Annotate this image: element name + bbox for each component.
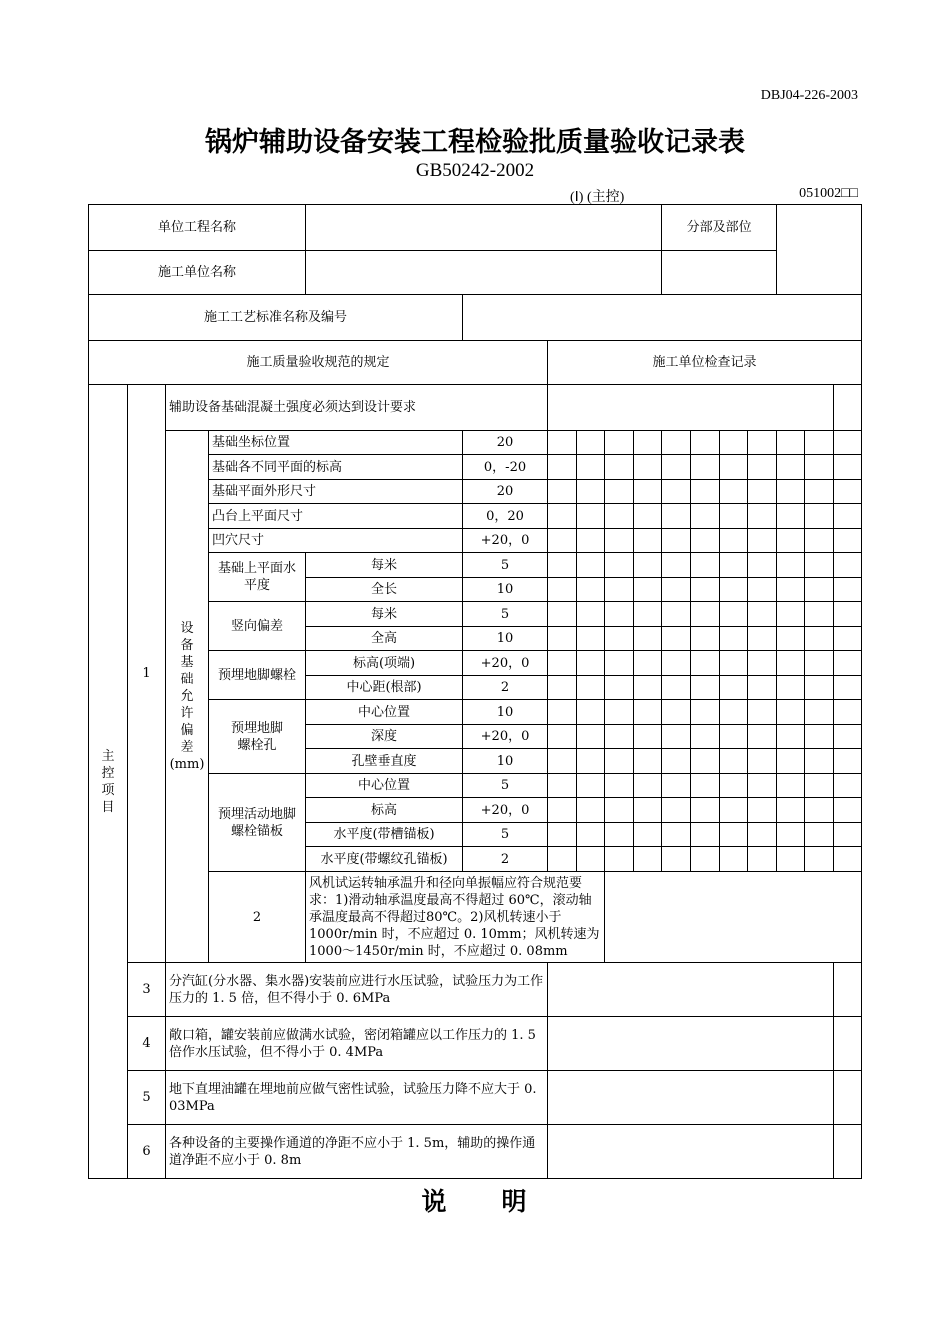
check-cell[interactable] bbox=[805, 627, 834, 651]
check-cell[interactable] bbox=[805, 676, 834, 700]
group-anchor-plate-label: 预埋活动地脚螺栓锚板 bbox=[209, 774, 306, 872]
check-cell[interactable] bbox=[577, 578, 605, 602]
spec-column-header: 施工质量验收规范的规定 bbox=[89, 341, 548, 385]
item-4-result[interactable] bbox=[834, 1017, 862, 1071]
check-cell[interactable] bbox=[834, 774, 862, 798]
group-bolt-hole-label: 预埋地脚螺栓孔 bbox=[209, 700, 306, 774]
check-cell[interactable] bbox=[805, 823, 834, 847]
check-cell[interactable] bbox=[805, 749, 834, 774]
check-cell[interactable] bbox=[662, 725, 691, 749]
standard-code: DBJ04-226-2003 bbox=[760, 88, 858, 103]
check-cell[interactable] bbox=[634, 651, 662, 676]
group-sub-value: 10 bbox=[463, 578, 548, 602]
check-cell[interactable] bbox=[691, 602, 720, 627]
dev-row-value: 20 bbox=[463, 431, 548, 455]
check-cell[interactable] bbox=[834, 749, 862, 774]
check-cell[interactable] bbox=[777, 504, 805, 529]
check-cell[interactable] bbox=[548, 774, 577, 798]
group-sub-name: 中心位置 bbox=[306, 774, 463, 798]
check-cell[interactable] bbox=[634, 700, 662, 725]
check-cell[interactable] bbox=[577, 529, 605, 553]
check-cell[interactable] bbox=[720, 651, 748, 676]
check-cell[interactable] bbox=[605, 578, 634, 602]
check-cell[interactable] bbox=[805, 602, 834, 627]
check-cell[interactable] bbox=[577, 774, 605, 798]
check-cell[interactable] bbox=[577, 798, 605, 823]
group-sub-value: 2 bbox=[463, 676, 548, 700]
check-cell[interactable] bbox=[777, 847, 805, 872]
group-sub-value: 5 bbox=[463, 602, 548, 627]
check-cell[interactable] bbox=[805, 431, 834, 455]
check-cell[interactable] bbox=[691, 749, 720, 774]
check-cell[interactable] bbox=[634, 823, 662, 847]
check-cell[interactable] bbox=[691, 700, 720, 725]
check-cell[interactable] bbox=[605, 798, 634, 823]
check-cell[interactable] bbox=[720, 578, 748, 602]
check-cell[interactable] bbox=[548, 700, 577, 725]
check-cell[interactable] bbox=[548, 480, 577, 504]
check-cell[interactable] bbox=[634, 553, 662, 578]
check-cell[interactable] bbox=[548, 578, 577, 602]
check-cell[interactable] bbox=[777, 798, 805, 823]
check-cell[interactable] bbox=[720, 627, 748, 651]
check-cell[interactable] bbox=[605, 480, 634, 504]
group-sub-name: 中心位置 bbox=[306, 700, 463, 725]
item-1-text: 辅助设备基础混凝土强度必须达到设计要求 bbox=[166, 385, 548, 431]
check-cell[interactable] bbox=[605, 431, 634, 455]
check-cell[interactable] bbox=[777, 676, 805, 700]
division-label: 分部及部位 bbox=[662, 205, 777, 251]
check-cell[interactable] bbox=[720, 480, 748, 504]
item-4-record[interactable] bbox=[548, 1017, 834, 1071]
group-vertical-label: 竖向偏差 bbox=[209, 602, 306, 651]
item-5-number: 5 bbox=[128, 1071, 166, 1125]
check-cell[interactable] bbox=[748, 529, 777, 553]
process-value[interactable] bbox=[463, 295, 862, 341]
check-cell[interactable] bbox=[691, 529, 720, 553]
check-cell[interactable] bbox=[748, 749, 777, 774]
check-cell[interactable] bbox=[834, 847, 862, 872]
check-cell[interactable] bbox=[691, 725, 720, 749]
dev-row-value: 0，-20 bbox=[463, 455, 548, 480]
check-cell[interactable] bbox=[748, 651, 777, 676]
check-cell[interactable] bbox=[805, 725, 834, 749]
check-cell[interactable] bbox=[805, 774, 834, 798]
check-cell[interactable] bbox=[634, 504, 662, 529]
division-value[interactable] bbox=[777, 205, 862, 295]
check-cell[interactable] bbox=[662, 676, 691, 700]
check-cell[interactable] bbox=[662, 651, 691, 676]
group-sub-value: +20，0 bbox=[463, 651, 548, 676]
check-cell[interactable] bbox=[662, 823, 691, 847]
check-cell[interactable] bbox=[634, 431, 662, 455]
item-3-number: 3 bbox=[128, 963, 166, 1017]
check-cell[interactable] bbox=[577, 602, 605, 627]
group-sub-name: 标高(项端) bbox=[306, 651, 463, 676]
check-cell[interactable] bbox=[577, 431, 605, 455]
check-cell[interactable] bbox=[577, 627, 605, 651]
check-cell[interactable] bbox=[691, 578, 720, 602]
notes-heading-left: 说 bbox=[421, 1187, 449, 1216]
check-cell[interactable] bbox=[662, 798, 691, 823]
check-cell[interactable] bbox=[805, 480, 834, 504]
item-5-record[interactable] bbox=[548, 1071, 834, 1125]
check-cell[interactable] bbox=[548, 847, 577, 872]
check-cell[interactable] bbox=[634, 725, 662, 749]
check-cell[interactable] bbox=[777, 725, 805, 749]
inspection-table bbox=[88, 204, 862, 1179]
check-cell[interactable] bbox=[748, 676, 777, 700]
dev-row-name: 基础坐标位置 bbox=[209, 431, 463, 455]
unit-project-label: 单位工程名称 bbox=[89, 205, 306, 251]
check-cell[interactable] bbox=[748, 578, 777, 602]
contractor-label: 施工单位名称 bbox=[89, 251, 306, 295]
check-cell[interactable] bbox=[834, 700, 862, 725]
check-cell[interactable] bbox=[748, 455, 777, 480]
check-cell[interactable] bbox=[634, 847, 662, 872]
group-sub-name: 中心距(根部) bbox=[306, 676, 463, 700]
notes-heading-right: 明 bbox=[501, 1187, 529, 1216]
check-cell[interactable] bbox=[605, 504, 634, 529]
check-cell[interactable] bbox=[777, 774, 805, 798]
item-1-record[interactable] bbox=[548, 385, 834, 431]
dev-row-name: 基础各不同平面的标高 bbox=[209, 455, 463, 480]
form-code: 051002□□ bbox=[799, 186, 858, 201]
check-cell[interactable] bbox=[605, 749, 634, 774]
group-sub-name: 水平度(带槽锚板) bbox=[306, 823, 463, 847]
check-cell[interactable] bbox=[748, 431, 777, 455]
check-cell[interactable] bbox=[605, 774, 634, 798]
check-cell[interactable] bbox=[548, 798, 577, 823]
check-cell[interactable] bbox=[548, 627, 577, 651]
check-cell[interactable] bbox=[777, 602, 805, 627]
group-bolt-label: 预埋地脚螺栓 bbox=[209, 651, 306, 700]
check-cell[interactable] bbox=[691, 798, 720, 823]
check-cell[interactable] bbox=[691, 627, 720, 651]
check-cell[interactable] bbox=[634, 676, 662, 700]
division-extra[interactable] bbox=[662, 251, 777, 295]
check-cell[interactable] bbox=[634, 455, 662, 480]
check-cell[interactable] bbox=[605, 725, 634, 749]
group-sub-value: 2 bbox=[463, 847, 548, 872]
check-cell[interactable] bbox=[777, 578, 805, 602]
check-cell[interactable] bbox=[834, 553, 862, 578]
check-cell[interactable] bbox=[777, 651, 805, 676]
check-cell[interactable] bbox=[605, 847, 634, 872]
check-cell[interactable] bbox=[548, 749, 577, 774]
check-cell[interactable] bbox=[605, 529, 634, 553]
check-cell[interactable] bbox=[834, 676, 862, 700]
check-cell[interactable] bbox=[634, 627, 662, 651]
check-cell[interactable] bbox=[605, 651, 634, 676]
check-cell[interactable] bbox=[805, 455, 834, 480]
group-sub-value: 5 bbox=[463, 774, 548, 798]
check-cell[interactable] bbox=[748, 504, 777, 529]
main-control-label: 主控项目 bbox=[89, 385, 128, 1179]
check-cell[interactable] bbox=[748, 627, 777, 651]
group-sub-name: 每米 bbox=[306, 602, 463, 627]
check-cell[interactable] bbox=[577, 823, 605, 847]
group-sub-value: +20，0 bbox=[463, 798, 548, 823]
check-cell[interactable] bbox=[577, 455, 605, 480]
check-cell[interactable] bbox=[634, 529, 662, 553]
check-cell[interactable] bbox=[691, 676, 720, 700]
item-2-record[interactable] bbox=[605, 872, 862, 963]
check-cell[interactable] bbox=[548, 676, 577, 700]
check-cell[interactable] bbox=[720, 553, 748, 578]
check-cell[interactable] bbox=[805, 529, 834, 553]
check-cell[interactable] bbox=[777, 749, 805, 774]
item-3-record[interactable] bbox=[548, 963, 834, 1017]
notes-heading bbox=[0, 1182, 950, 1218]
item-5-text: 地下直埋油罐在埋地前应做气密性试验，试验压力降不应大于 0. 03MPa bbox=[166, 1071, 548, 1125]
check-cell[interactable] bbox=[662, 553, 691, 578]
dev-row-name: 凹穴尺寸 bbox=[209, 529, 463, 553]
check-cell[interactable] bbox=[662, 455, 691, 480]
check-cell[interactable] bbox=[834, 725, 862, 749]
check-cell[interactable] bbox=[662, 480, 691, 504]
check-cell[interactable] bbox=[720, 529, 748, 553]
check-cell[interactable] bbox=[777, 700, 805, 725]
group-sub-value: 5 bbox=[463, 553, 548, 578]
item-6-number: 6 bbox=[128, 1125, 166, 1179]
check-cell[interactable] bbox=[805, 700, 834, 725]
item-6-text: 各种设备的主要操作通道的净距不应小于 1. 5m，辅助的操作通道净距不应小于 0. 8m bbox=[166, 1125, 548, 1179]
group-sub-value: 5 bbox=[463, 823, 548, 847]
check-cell[interactable] bbox=[662, 749, 691, 774]
check-cell[interactable] bbox=[777, 529, 805, 553]
check-cell[interactable] bbox=[720, 774, 748, 798]
check-cell[interactable] bbox=[805, 504, 834, 529]
check-cell[interactable] bbox=[834, 578, 862, 602]
group-sub-name: 全长 bbox=[306, 578, 463, 602]
check-cell[interactable] bbox=[577, 749, 605, 774]
check-cell[interactable] bbox=[634, 749, 662, 774]
check-cell[interactable] bbox=[720, 798, 748, 823]
item-3-text: 分汽缸(分水器、集水器)安装前应进行水压试验，试验压力为工作压力的 1. 5 倍，但不得小于 0. 6MPa bbox=[166, 963, 548, 1017]
check-cell[interactable] bbox=[548, 602, 577, 627]
item-5-result[interactable] bbox=[834, 1071, 862, 1125]
check-cell[interactable] bbox=[748, 823, 777, 847]
item-4-text: 敞口箱，罐安装前应做满水试验，密闭箱罐应以工作压力的 1. 5 倍作水压试验，但不得小于 0. 4MPa bbox=[166, 1017, 548, 1071]
check-cell[interactable] bbox=[720, 431, 748, 455]
item-1-number: 1 bbox=[128, 385, 166, 963]
group-sub-name: 全高 bbox=[306, 627, 463, 651]
check-cell[interactable] bbox=[605, 823, 634, 847]
check-cell[interactable] bbox=[720, 847, 748, 872]
check-cell[interactable] bbox=[748, 847, 777, 872]
check-cell[interactable] bbox=[805, 847, 834, 872]
check-cell[interactable] bbox=[662, 529, 691, 553]
check-cell[interactable] bbox=[634, 798, 662, 823]
check-cell[interactable] bbox=[605, 700, 634, 725]
check-cell[interactable] bbox=[805, 553, 834, 578]
group-sub-name: 水平度(带螺纹孔锚板) bbox=[306, 847, 463, 872]
contractor-value[interactable] bbox=[306, 251, 662, 295]
check-cell[interactable] bbox=[834, 480, 862, 504]
dev-row-name: 基础平面外形尺寸 bbox=[209, 480, 463, 504]
check-cell[interactable] bbox=[720, 455, 748, 480]
check-cell[interactable] bbox=[720, 749, 748, 774]
check-cell[interactable] bbox=[777, 627, 805, 651]
group-sub-name: 孔壁垂直度 bbox=[306, 749, 463, 774]
group-sub-value: 10 bbox=[463, 700, 548, 725]
check-cell[interactable] bbox=[577, 676, 605, 700]
check-cell[interactable] bbox=[720, 602, 748, 627]
item-2-text: 风机试运转轴承温升和径向单振幅应符合规范要求：1)滑动轴承温度最高不得超过 60℃，滚动轴承温度最高不得超过80℃。2)风机转速小于 1000r/min 时，不应超过 0. 10mm；风机转速为 1000～1450r/min 时，不应超过 0. 08mm bbox=[306, 872, 605, 963]
check-cell[interactable] bbox=[605, 676, 634, 700]
check-cell[interactable] bbox=[834, 823, 862, 847]
group-sub-value: +20，0 bbox=[463, 725, 548, 749]
item-3-result[interactable] bbox=[834, 963, 862, 1017]
check-cell[interactable] bbox=[634, 602, 662, 627]
check-cell[interactable] bbox=[662, 774, 691, 798]
check-cell[interactable] bbox=[662, 504, 691, 529]
check-cell[interactable] bbox=[834, 627, 862, 651]
check-cell[interactable] bbox=[605, 455, 634, 480]
check-cell[interactable] bbox=[691, 774, 720, 798]
check-cell[interactable] bbox=[577, 480, 605, 504]
check-cell[interactable] bbox=[720, 823, 748, 847]
check-cell[interactable] bbox=[691, 651, 720, 676]
check-cell[interactable] bbox=[691, 847, 720, 872]
record-column-header: 施工单位检查记录 bbox=[548, 341, 862, 385]
deviation-label: 设备基础允许偏差 (mm) bbox=[166, 431, 209, 963]
check-cell[interactable] bbox=[834, 431, 862, 455]
process-label: 施工工艺标准名称及编号 bbox=[89, 295, 463, 341]
check-cell[interactable] bbox=[748, 700, 777, 725]
check-cell[interactable] bbox=[548, 431, 577, 455]
item-1-result[interactable] bbox=[834, 385, 862, 431]
check-cell[interactable] bbox=[548, 529, 577, 553]
check-cell[interactable] bbox=[777, 431, 805, 455]
check-cell[interactable] bbox=[577, 504, 605, 529]
check-cell[interactable] bbox=[777, 455, 805, 480]
page-title: 锅炉辅助设备安装工程检验批质量验收记录表 bbox=[205, 127, 745, 158]
dev-row-value: 0，20 bbox=[463, 504, 548, 529]
check-cell[interactable] bbox=[548, 651, 577, 676]
check-cell[interactable] bbox=[634, 774, 662, 798]
check-cell[interactable] bbox=[748, 774, 777, 798]
check-cell[interactable] bbox=[834, 651, 862, 676]
check-cell[interactable] bbox=[834, 602, 862, 627]
check-cell[interactable] bbox=[691, 431, 720, 455]
check-cell[interactable] bbox=[577, 651, 605, 676]
check-cell[interactable] bbox=[691, 553, 720, 578]
check-cell[interactable] bbox=[691, 455, 720, 480]
check-cell[interactable] bbox=[805, 798, 834, 823]
category-label: (Ⅰ) (主控) bbox=[570, 190, 625, 205]
check-cell[interactable] bbox=[777, 823, 805, 847]
check-cell[interactable] bbox=[548, 823, 577, 847]
check-cell[interactable] bbox=[720, 676, 748, 700]
unit-project-value[interactable] bbox=[306, 205, 662, 251]
check-cell[interactable] bbox=[548, 725, 577, 749]
check-cell[interactable] bbox=[748, 725, 777, 749]
group-sub-name: 标高 bbox=[306, 798, 463, 823]
check-cell[interactable] bbox=[634, 578, 662, 602]
check-cell[interactable] bbox=[662, 847, 691, 872]
check-cell[interactable] bbox=[662, 700, 691, 725]
group-sub-name: 每米 bbox=[306, 553, 463, 578]
check-cell[interactable] bbox=[577, 700, 605, 725]
check-cell[interactable] bbox=[834, 455, 862, 480]
check-cell[interactable] bbox=[548, 455, 577, 480]
check-cell[interactable] bbox=[805, 578, 834, 602]
check-cell[interactable] bbox=[834, 504, 862, 529]
check-cell[interactable] bbox=[777, 480, 805, 504]
item-4-number: 4 bbox=[128, 1017, 166, 1071]
check-cell[interactable] bbox=[748, 553, 777, 578]
check-cell[interactable] bbox=[634, 480, 662, 504]
group-level-label: 基础上平面水平度 bbox=[209, 553, 306, 602]
group-sub-value: 10 bbox=[463, 627, 548, 651]
check-cell[interactable] bbox=[691, 480, 720, 504]
dev-row-name: 凸台上平面尺寸 bbox=[209, 504, 463, 529]
check-cell[interactable] bbox=[748, 480, 777, 504]
group-sub-value: 10 bbox=[463, 749, 548, 774]
check-cell[interactable] bbox=[662, 578, 691, 602]
check-cell[interactable] bbox=[577, 725, 605, 749]
check-cell[interactable] bbox=[548, 553, 577, 578]
check-cell[interactable] bbox=[605, 627, 634, 651]
check-cell[interactable] bbox=[777, 553, 805, 578]
check-cell[interactable] bbox=[577, 553, 605, 578]
check-cell[interactable] bbox=[805, 651, 834, 676]
check-cell[interactable] bbox=[577, 847, 605, 872]
check-cell[interactable] bbox=[605, 602, 634, 627]
page-subtitle: GB50242-2002 bbox=[415, 160, 535, 181]
check-cell[interactable] bbox=[748, 602, 777, 627]
dev-row-value: +20，0 bbox=[463, 529, 548, 553]
check-cell[interactable] bbox=[605, 553, 634, 578]
check-cell[interactable] bbox=[662, 602, 691, 627]
check-cell[interactable] bbox=[720, 504, 748, 529]
check-cell[interactable] bbox=[748, 798, 777, 823]
check-cell[interactable] bbox=[720, 725, 748, 749]
item-2-number: 2 bbox=[209, 872, 306, 963]
group-sub-name: 深度 bbox=[306, 725, 463, 749]
check-cell[interactable] bbox=[834, 529, 862, 553]
check-cell[interactable] bbox=[720, 700, 748, 725]
check-cell[interactable] bbox=[662, 627, 691, 651]
item-6-result[interactable] bbox=[834, 1125, 862, 1179]
check-cell[interactable] bbox=[548, 504, 577, 529]
deviation-unit: (mm) bbox=[169, 757, 205, 772]
dev-row-value: 20 bbox=[463, 480, 548, 504]
check-cell[interactable] bbox=[662, 431, 691, 455]
check-cell[interactable] bbox=[691, 504, 720, 529]
check-cell[interactable] bbox=[834, 798, 862, 823]
item-6-record[interactable] bbox=[548, 1125, 834, 1179]
check-cell[interactable] bbox=[691, 823, 720, 847]
